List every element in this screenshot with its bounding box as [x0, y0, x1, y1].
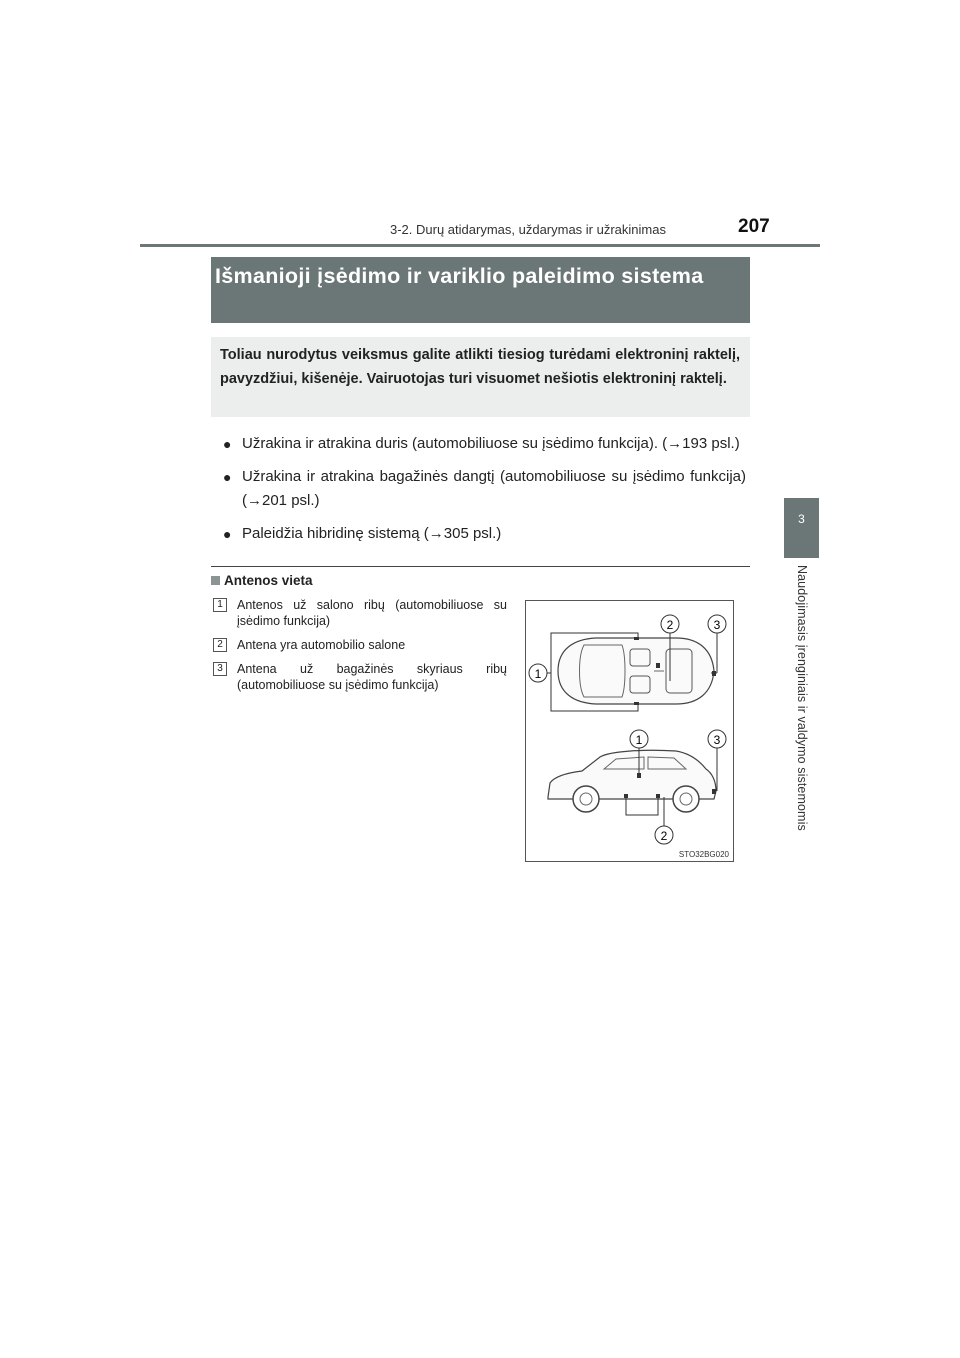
list-item-text: Užrakina ir atrakina bagažinės dangtį (automobiliuose su įsėdimo funkcija) (→201 psl.) — [242, 468, 746, 509]
list-item — [222, 432, 746, 456]
section-heading — [211, 573, 313, 588]
antenna-marker — [712, 671, 716, 676]
antenna-marker — [624, 794, 628, 798]
legend-number: 1 — [213, 598, 227, 612]
legend-text: Antena už bagažinės skyriaus ribų (automobiliuose su įsėdimo funkcija) — [237, 662, 507, 692]
callout-label: 3 — [713, 733, 721, 747]
legend-item — [213, 597, 507, 629]
antenna-marker — [634, 702, 639, 705]
figure-code: STO32BG020 — [678, 850, 729, 859]
antenna-legend — [213, 597, 507, 701]
chapter-title: Naudojimasis įrenginiais ir valdymo sistemomis — [795, 565, 809, 831]
car-top-view — [558, 638, 714, 704]
list-item-text: Paleidžia hibridinę sistemą (→305 psl.) — [242, 525, 502, 542]
callout-label: 2 — [666, 618, 674, 632]
feature-list — [222, 432, 746, 555]
callout-label: 2 — [660, 829, 668, 843]
antenna-marker — [656, 663, 660, 668]
legend-number: 3 — [213, 662, 227, 676]
antenna-location-diagram — [525, 600, 734, 862]
callout-label: 1 — [534, 667, 542, 681]
car-diagram-svg — [526, 601, 733, 861]
callout-label: 3 — [713, 618, 721, 632]
legend-text: Antena yra automobilio salone — [237, 638, 406, 652]
list-item — [222, 465, 746, 513]
list-item-text: Užrakina ir atrakina duris (automobiliuose su įsėdimo funkcija). (→193 psl.) — [242, 435, 740, 452]
antenna-marker — [712, 789, 716, 794]
front-wheel — [573, 786, 599, 812]
rear-wheel — [673, 786, 699, 812]
legend-item — [213, 637, 507, 653]
legend-number: 2 — [213, 638, 227, 652]
header-divider — [140, 244, 820, 247]
antenna-marker — [637, 773, 641, 778]
legend-text: Antenos už salono ribų (automobiliuose su įsėdimo funkcija) — [237, 598, 507, 628]
intro-text: Toliau nurodytus veiksmus galite atlikti tiesiog turėdami elektroninį raktelį, pavyzdžiui, kišenėje. Vairuotojas turi visuomet nešiotis elektroninį raktelį. — [220, 347, 740, 387]
section-heading-text: Antenos vieta — [224, 573, 313, 588]
chapter-tab: 3 — [784, 498, 819, 558]
bullet-icon: ● — [223, 436, 232, 452]
list-item — [222, 522, 746, 546]
page-number: 207 — [738, 216, 770, 237]
bullet-icon: ● — [223, 526, 232, 542]
section-divider — [211, 566, 750, 567]
square-bullet-icon — [211, 576, 220, 585]
antenna-marker — [634, 637, 639, 640]
legend-item — [213, 661, 507, 693]
bullet-icon: ● — [223, 469, 232, 485]
leader-line — [626, 797, 658, 815]
running-header: 3-2. Durų atidarymas, uždarymas ir užrakinimas — [390, 222, 666, 237]
callout-label: 1 — [635, 733, 643, 747]
page-title: Išmanioji įsėdimo ir variklio paleidimo sistema — [215, 264, 704, 288]
antenna-marker — [656, 794, 660, 798]
